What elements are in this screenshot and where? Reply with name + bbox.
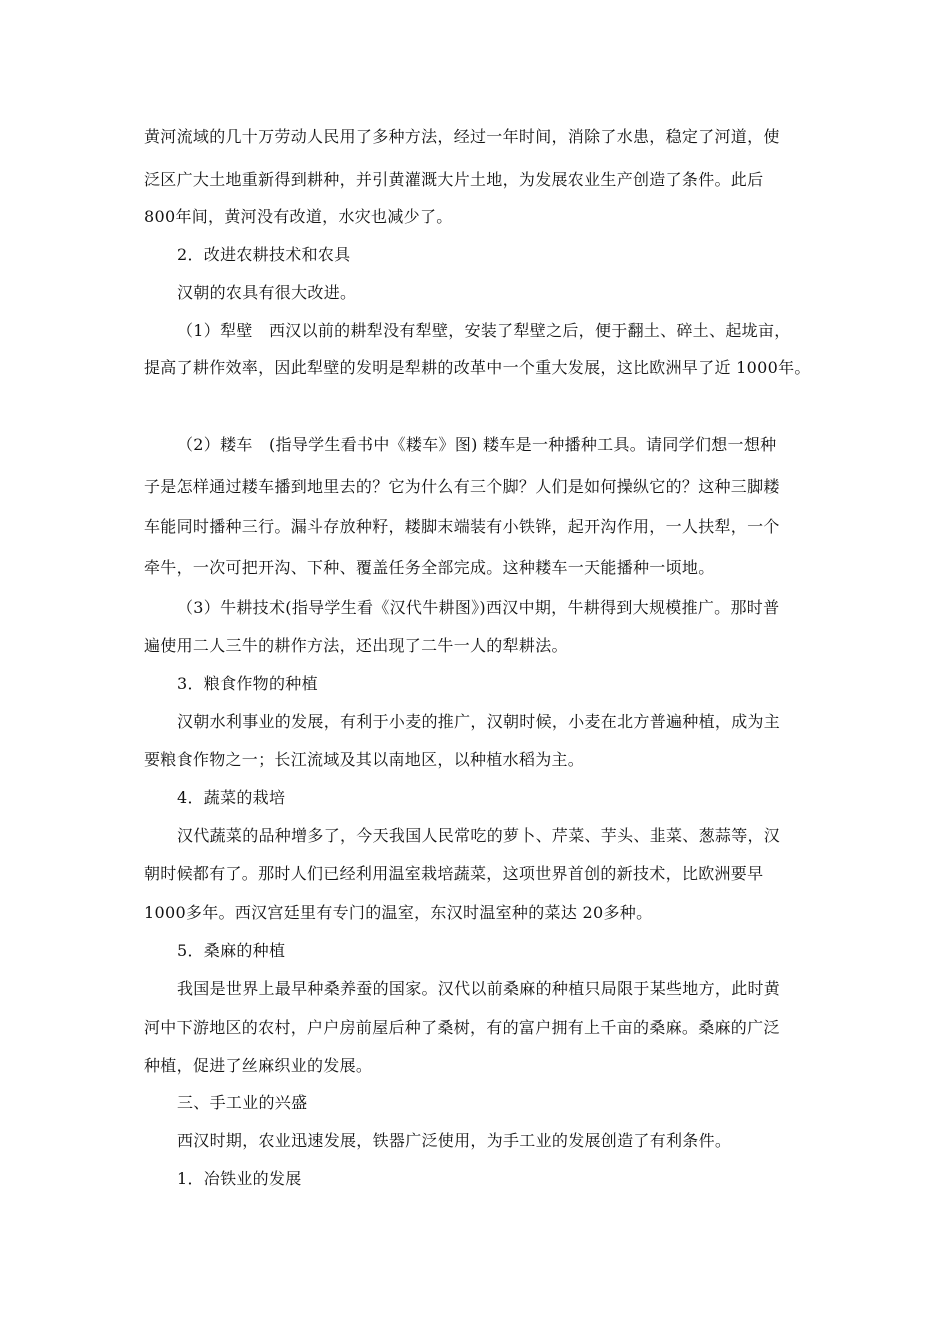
paragraph-line: 河中下游地区的农村，户户房前屋后种了桑树，有的富户拥有上千亩的桑麻。桑麻的广泛	[144, 1018, 780, 1037]
paragraph-line: （1）犁壁 西汉以前的耕犁没有犁壁，安装了犁壁之后，便于翻土、碎土、起垅亩，	[177, 321, 791, 340]
paragraph-line: （2）耧车 (指导学生看书中《耧车》图) 耧车是一种播种工具。请同学们想一想种	[177, 435, 777, 454]
paragraph-line: 西汉时期，农业迅速发展，铁器广泛使用，为手工业的发展创造了有利条件。	[177, 1131, 732, 1150]
section-heading: 4．蔬菜的栽培	[177, 788, 286, 807]
paragraph-line: 提高了耕作效率，因此犁壁的发明是犁耕的改革中一个重大发展，这比欧洲早了近 1000年。	[144, 358, 811, 377]
paragraph-line: 我国是世界上最早种桑养蚕的国家。汉代以前桑麻的种植只局限于某些地方，此时黄	[177, 979, 781, 998]
section-heading: 三、手工业的兴盛	[177, 1093, 308, 1112]
paragraph-line: 1000多年。西汉宫廷里有专门的温室，东汉时温室种的菜达 20多种。	[144, 903, 653, 922]
paragraph-line: 要粮食作物之一；长江流域及其以南地区，以种植水稻为主。	[144, 750, 585, 769]
section-heading: 3．粮食作物的种植	[177, 674, 318, 693]
paragraph-line: 遍使用二人三牛的耕作方法，还出现了二牛一人的犁耕法。	[144, 636, 568, 655]
section-heading: 2．改进农耕技术和农具	[177, 245, 351, 264]
paragraph-line: 子是怎样通过耧车播到地里去的？它为什么有三个脚？人们是如何操纵它的？这种三脚耧	[144, 477, 780, 496]
paragraph-line: 泛区广大土地重新得到耕种，并引黄灌溉大片土地，为发展农业生产创造了条件。此后	[144, 170, 764, 189]
section-heading: 1．冶铁业的发展	[177, 1169, 302, 1188]
paragraph-line: 汉朝水利事业的发展，有利于小麦的推广，汉朝时候，小麦在北方普遍种植，成为主	[177, 712, 781, 731]
paragraph-line: 黄河流域的几十万劳动人民用了多种方法，经过一年时间，消除了水患，稳定了河道，使	[144, 127, 780, 146]
paragraph-line: 牵牛，一次可把开沟、下种、覆盖任务全部完成。这种耧车一天能播种一顷地。	[144, 558, 715, 577]
paragraph-line: （3）牛耕技术(指导学生看《汉代牛耕图》)西汉中期，牛耕得到大规模推广。那时普	[177, 598, 780, 617]
paragraph-line: 汉朝的农具有很大改进。	[177, 283, 357, 302]
paragraph-line: 朝时候都有了。那时人们已经利用温室栽培蔬菜，这项世界首创的新技术，比欧洲要早	[144, 864, 764, 883]
section-heading: 5．桑麻的种植	[177, 941, 286, 960]
paragraph-line: 种植，促进了丝麻织业的发展。	[144, 1056, 373, 1075]
paragraph-line: 800年间，黄河没有改道，水灾也减少了。	[144, 207, 453, 226]
paragraph-line: 车能同时播种三行。漏斗存放种籽，耧脚末端装有小铁铧，起开沟作用，一人扶犁，一个	[144, 517, 780, 536]
paragraph-line: 汉代蔬菜的品种增多了，今天我国人民常吃的萝卜、芹菜、芋头、韭菜、葱蒜等，汉	[177, 826, 781, 845]
